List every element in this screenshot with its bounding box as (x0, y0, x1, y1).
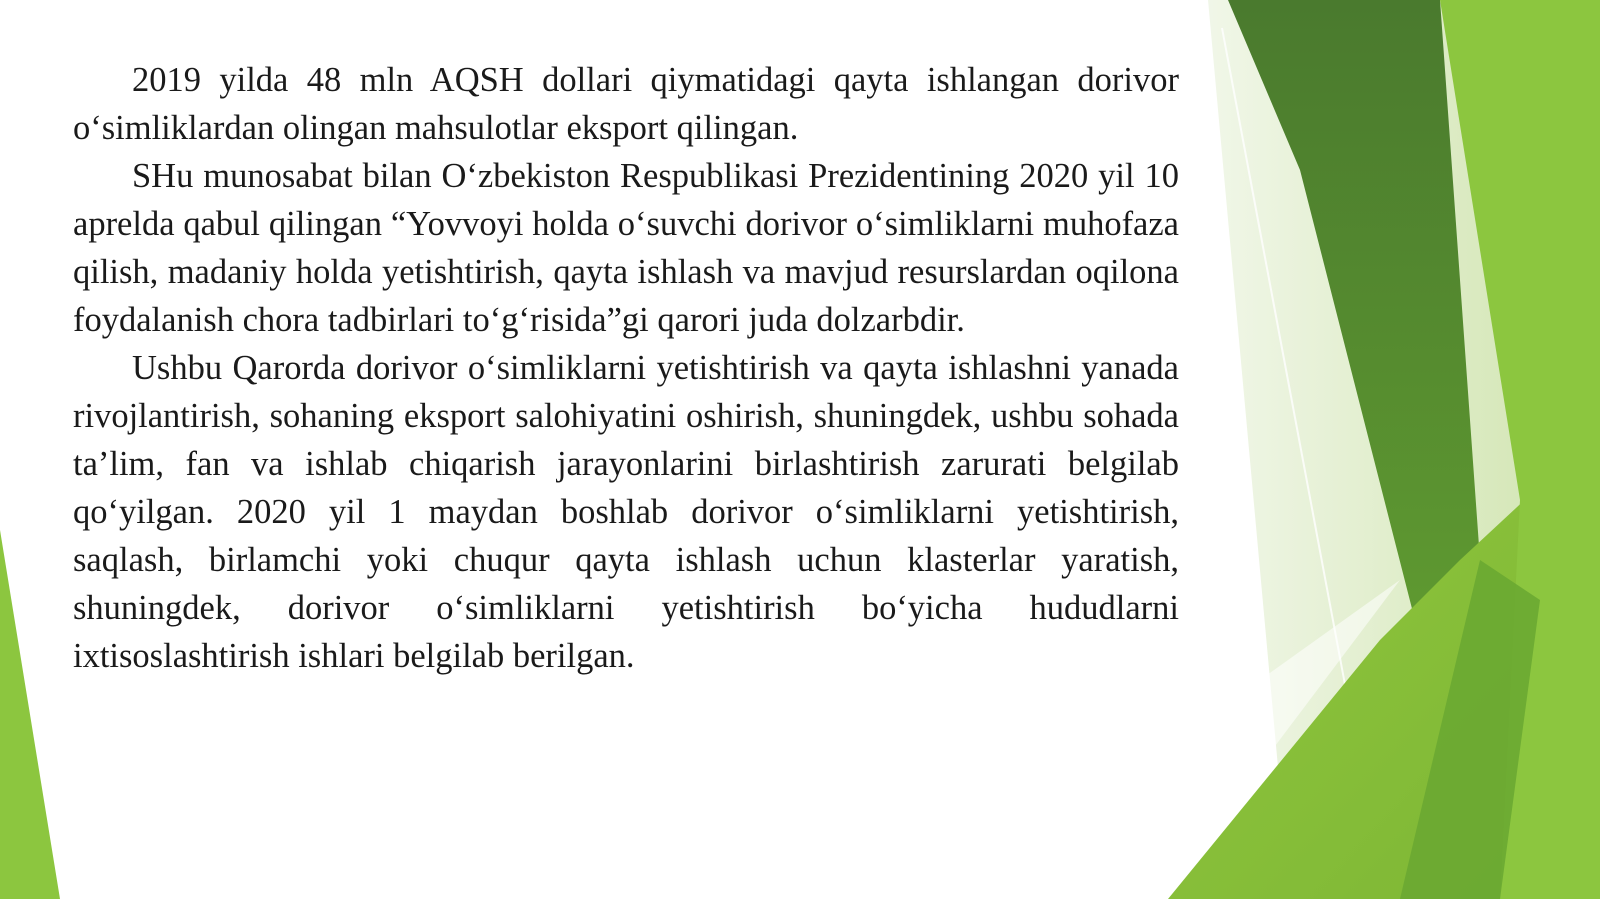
left-green-triangle (0, 530, 60, 899)
paragraph-3: Ushbu Qarorda dorivor o‘simliklarni yetishtirish va qayta ishlashni yanada rivojlantirish, sohaning eksport salohiyatini oshirish, shuningdek, ushbu sohada ta’lim, fan va ishlab chiqarish jarayonlarini birlashtirish zarurati belgilab qo‘yilgan. 2020 yil 1 maydan boshlab dorivor o‘simliklarni yetishtirish, saqlash, birlamchi yoki chuqur qayta ishlash uchun klasterlar yaratish, shuningdek, dorivor o‘simliklarni yetishtirish bo‘yicha hududlarni ixtisoslashtirish ishlari belgilab berilgan. (73, 349, 1179, 675)
slide-body-text (73, 56, 1179, 680)
paragraph-1: 2019 yilda 48 mln AQSH dollari qiymatidagi qayta ishlangan dorivor o‘simliklardan olingan mahsulotlar eksport qilingan. (73, 61, 1179, 147)
paragraph-2: SHu munosabat bilan O‘zbekiston Respublikasi Prezidentining 2020 yil 10 aprelda qabul qilingan “Yovvoyi holda o‘suvchi dorivor o‘simliklarni muhofaza qilish, madaniy holda yetishtirish, qayta ishlash va mavjud resurslardan oqilona foydalanish chora tadbirlari to‘g‘risida”gi qarori juda dolzarbdir. (73, 157, 1179, 339)
